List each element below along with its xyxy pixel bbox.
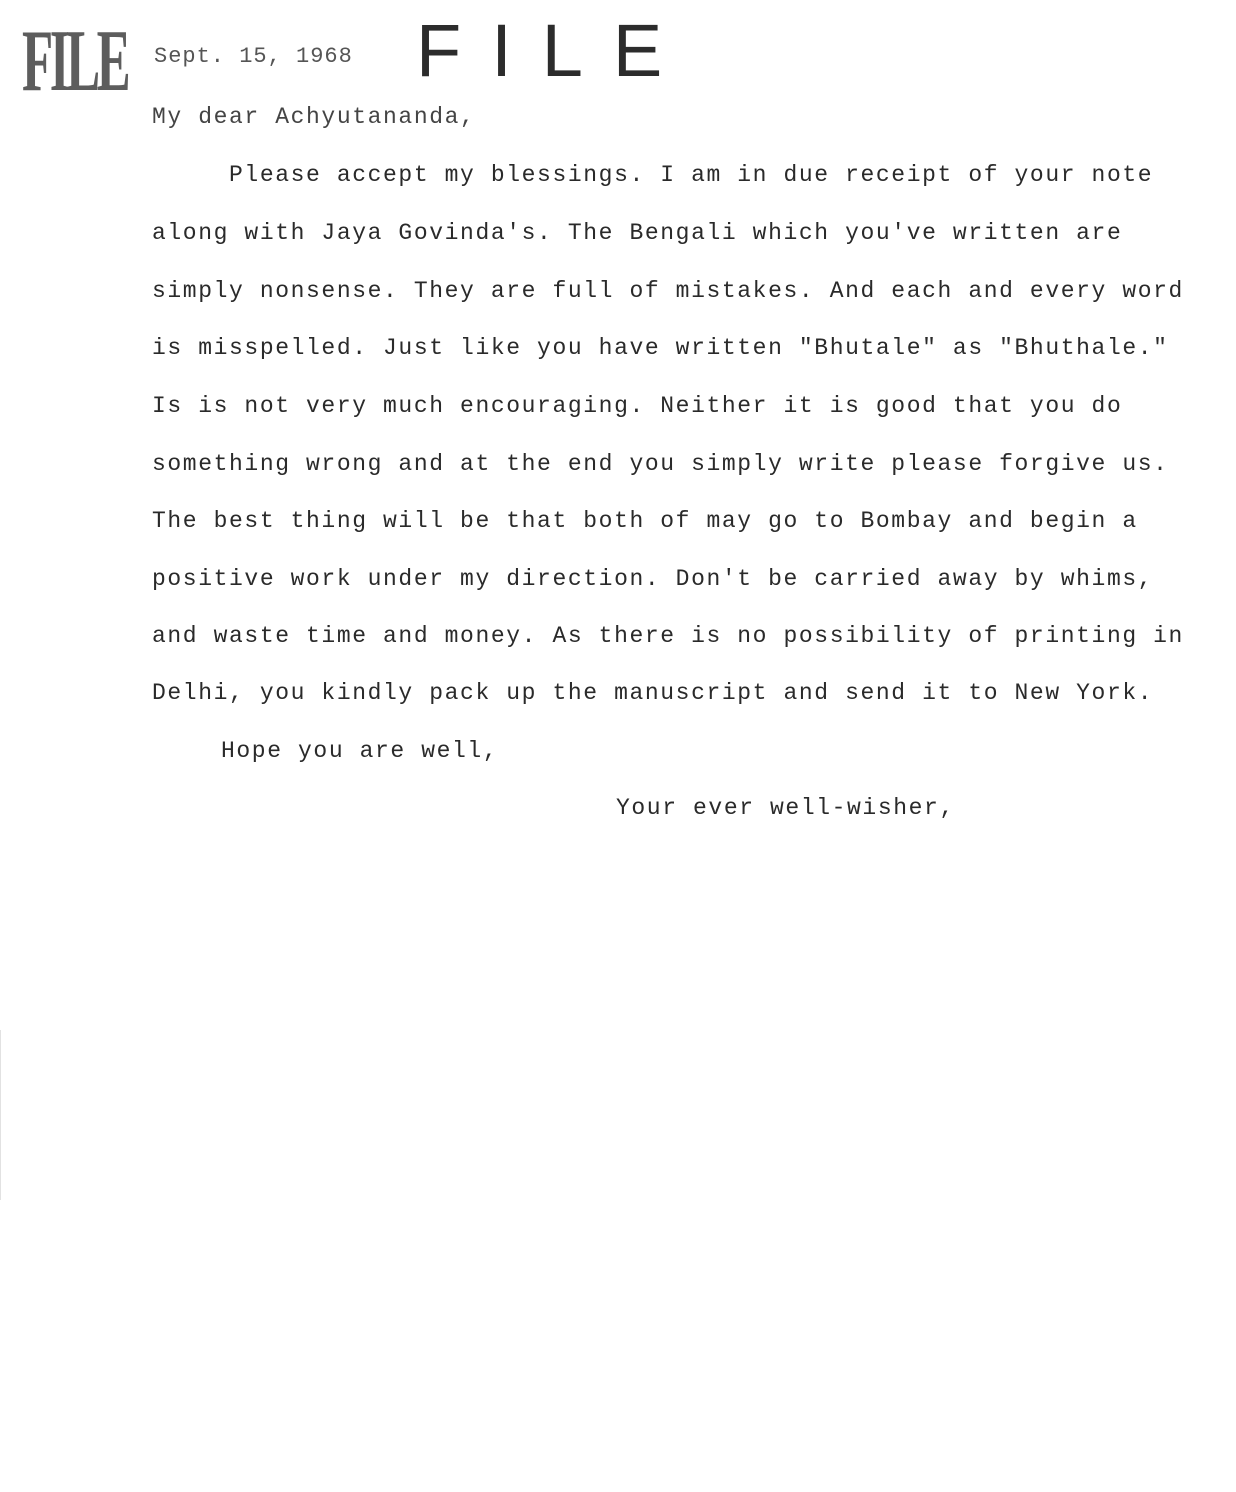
file-stamp-left: FILE	[22, 13, 128, 110]
body-line: positive work under my direction. Don't be carried away by whims,	[152, 566, 1154, 592]
body-line: along with Jaya Govinda's. The Bengali which you've written are	[152, 220, 1123, 246]
file-stamp-top: FILE	[416, 9, 693, 92]
letter-date: Sept. 15, 1968	[154, 44, 353, 69]
body-line: is misspelled. Just like you have written "Bhutale" as "Bhuthale."	[152, 335, 1169, 361]
body-line: Please accept my blessings. I am in due receipt of your note	[152, 162, 1154, 188]
body-line: Delhi, you kindly pack up the manuscript and send it to New York.	[152, 680, 1154, 706]
body-line: and waste time and money. As there is no possibility of printing in	[152, 623, 1184, 649]
letter-signoff: Your ever well-wisher,	[616, 795, 955, 821]
letter-salutation: My dear Achyutananda,	[152, 104, 476, 130]
letter-closing-line: Hope you are well,	[221, 738, 499, 764]
scan-margin-mark	[0, 1030, 1, 1200]
body-line: The best thing will be that both of may go to Bombay and begin a	[152, 508, 1138, 534]
body-line: Is is not very much encouraging. Neither it is good that you do	[152, 393, 1123, 419]
body-line: something wrong and at the end you simply write please forgive us.	[152, 451, 1169, 477]
body-line: simply nonsense. They are full of mistakes. And each and every word	[152, 278, 1184, 304]
